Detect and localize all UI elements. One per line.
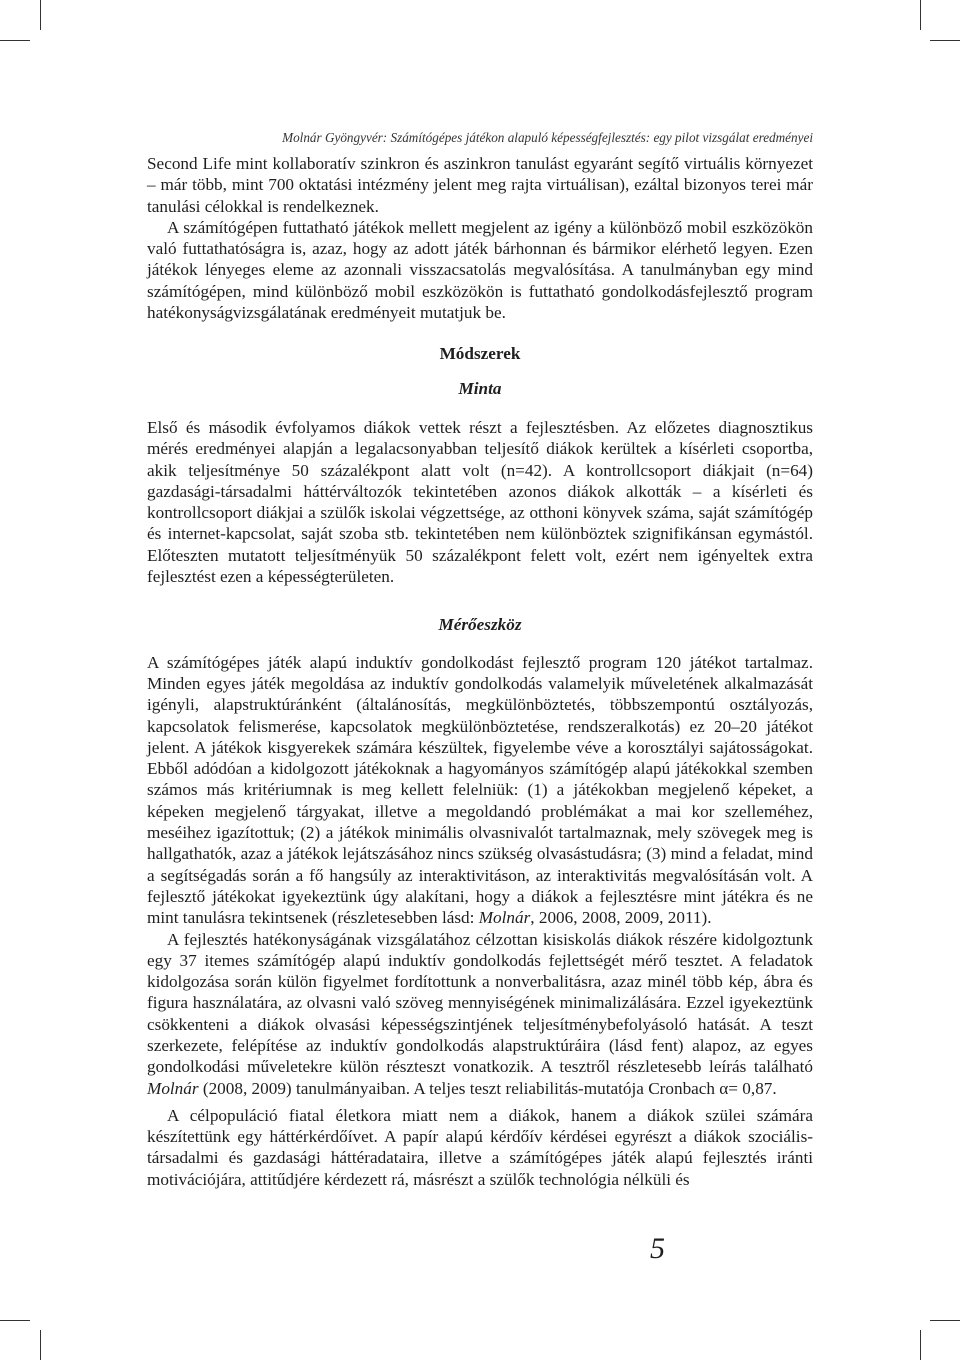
- crop-mark-bottom-right-h: [930, 1320, 960, 1321]
- citation-author-2: Molnár: [147, 1078, 199, 1098]
- citation-years: , 2006, 2008, 2009, 2011).: [530, 908, 712, 928]
- crop-mark-top-right: [920, 0, 921, 30]
- subheading-sample: Minta: [458, 378, 502, 398]
- paragraph-1: Second Life mint kollaboratív szinkron és aszinkron tanulást egyaránt segítő virtuális környezet – már több, mint 700 oktatási intézmény jelent meg rajta virtuálisan), ezáltal bizonyos terei már tanulási célokkal is rendelkeznek.: [147, 154, 813, 216]
- paragraph-instrument-text: A számítógépes játék alapú induktív gondolkodást fejlesztő program 120 játékot tartalmaz. Minden egyes játék megoldása az induktív gondolkodás valamelyik műveletének alkalmazását igényli, alapstruktúránként (általánosítás, megkülönböztetés, többszempontú osztályozás, kapcsolatok felismerése, kapcsolatok megkülönböztetése, rendszeralkotás) ez 20–20 játékot jelent. A játékok kisgyerekek számára készültek, figyelembe véve a korosztályi sajátosságokat. Ebből adódóan a kidolgozott játékoknak a hagyományos számítógép alapú játékokkal szemben számos más kritériumnak is meg kellett felelniük: (1) a játékokban megjelenő képeket, a képeken megjelenő tárgyakat, illetve a megoldandó problémákat a mai kor szelleméhez, meséihez igazítottuk; (2) a játékok minimális olvasnivalót tartalmaznak, mely szövegek meg is hallgathatók, azaz a játékok lejátszásához nincs szükség olvasástudásra; (3) mind a feladat, mind a segítségadás során a fő hangsúly az interaktivitáson, az interaktivitás megvalósításán volt. A fejlesztő játékokat igyekeztünk úgy alakítani, hogy a diákok a fejlesztésre mint játékra és ne mint tanulásra tekintsenek (részletesebben lásd:: [147, 652, 813, 928]
- paragraph-test-tail: (2008, 2009) tanulmányaiban. A teljes teszt reliabilitás-mutatója Cronbach α= 0,87.: [198, 1078, 777, 1098]
- paragraph-test: [147, 929, 813, 1099]
- paragraph-instrument: [147, 652, 813, 929]
- subheading-instrument: Mérőeszköz: [438, 615, 522, 635]
- citation-author: Molnár: [478, 908, 531, 928]
- paragraph-questionnaire: A célpopuláció fiatal életkora miatt nem a diákok, hanem a diákok szülei számára készítettünk egy háttérkérdőívet. A papír alapú kérdőív kérdései egyrészt a diákok szociális-társadalmi és gazdasági háttéradataira, illetve a számítógépes játék alapú fejlesztés iránti motivációjára, attitűdjére kérdezett rá, másrészt a szülők technológia nélküli és: [147, 1105, 813, 1189]
- paragraph-2: A számítógépen futtatható játékok mellett megjelent az igény a különböző mobil eszközökön való futtathatóságra is, azaz, hogy az adott játék bárhonnan és bármikor elérhető legyen. Ezen játékok lényeges eleme az azonnali visszacsatolás megvalósítása. A tanulmányban egy mind számítógépen, mind különböző mobil eszközökön is futtatható gondolkodásfejlesztő program hatékonyságvizsgálatának eredményeit mutatjuk be.: [147, 217, 813, 323]
- crop-mark-top-left: [40, 0, 41, 30]
- paragraph-test-text: A fejlesztés hatékonyságának vizsgálatához célzottan kisiskolás diákok részére kidolgoztunk egy 37 itemes számítógép alapú induktív gondolkodás fejlettségét mérő tesztet. A feladatok kidolgozása során külön figyelmet fordítottunk a nonverbalitásra, azaz minél több kép, ábra és figura használatára, az olvasni való szöveg mennyiségének minimalizálására. Ezzel igyekeztünk csökkenteni a diákok olvasási képességszintjének teljesítménybefolyásoló hatását. A teszt szerkezete, felépítése az induktív gondolkodás alapstruktúráira (lásd fent) alapoz, az egyes gondolkodási műveletekre külön részteszt vonatkozik. A tesztről részletesebb leírás található: [147, 929, 813, 1077]
- crop-mark-top-left-h: [0, 40, 30, 41]
- heading-methods: Módszerek: [439, 344, 521, 364]
- crop-mark-top-right-h: [930, 40, 960, 41]
- paragraph-sample: Első és második évfolyamos diákok vettek részt a fejlesztésben. Az előzetes diagnosztikus mérés eredményei alapján a legalacsonyabban teljesítő diákok kerültek a kísérleti csoportba, akik teljesítménye 50 százalékpont alatt volt (n=42). A kontrollcsoport diákjait (n=64) gazdasági-társadalmi háttérváltozók tekintetében azonos diákok alkották – a kísérleti és kontrollcsoport diákjai a szülők iskolai végzettsége, az otthoni könyvek száma, saját számítógép és internet-kapcsolat, saját szoba stb. tekintetében nem különböztek szignifikánsan egymástól. Előteszten mutatott teljesítményük 50 százalékpont felett volt, ezért nem igényeltek extra fejlesztést ezen a képességterületen.: [147, 417, 813, 587]
- crop-mark-bottom-left-h: [0, 1320, 30, 1321]
- crop-mark-bottom-right: [920, 1330, 921, 1360]
- page-number: 5: [650, 1232, 665, 1265]
- body-text: [147, 153, 813, 1190]
- running-head: Molnár Gyöngyvér: Számítógépes játékon alapuló képességfejlesztés: egy pilot vizsgálat eredményei: [282, 130, 813, 145]
- crop-mark-bottom-left: [40, 1330, 41, 1360]
